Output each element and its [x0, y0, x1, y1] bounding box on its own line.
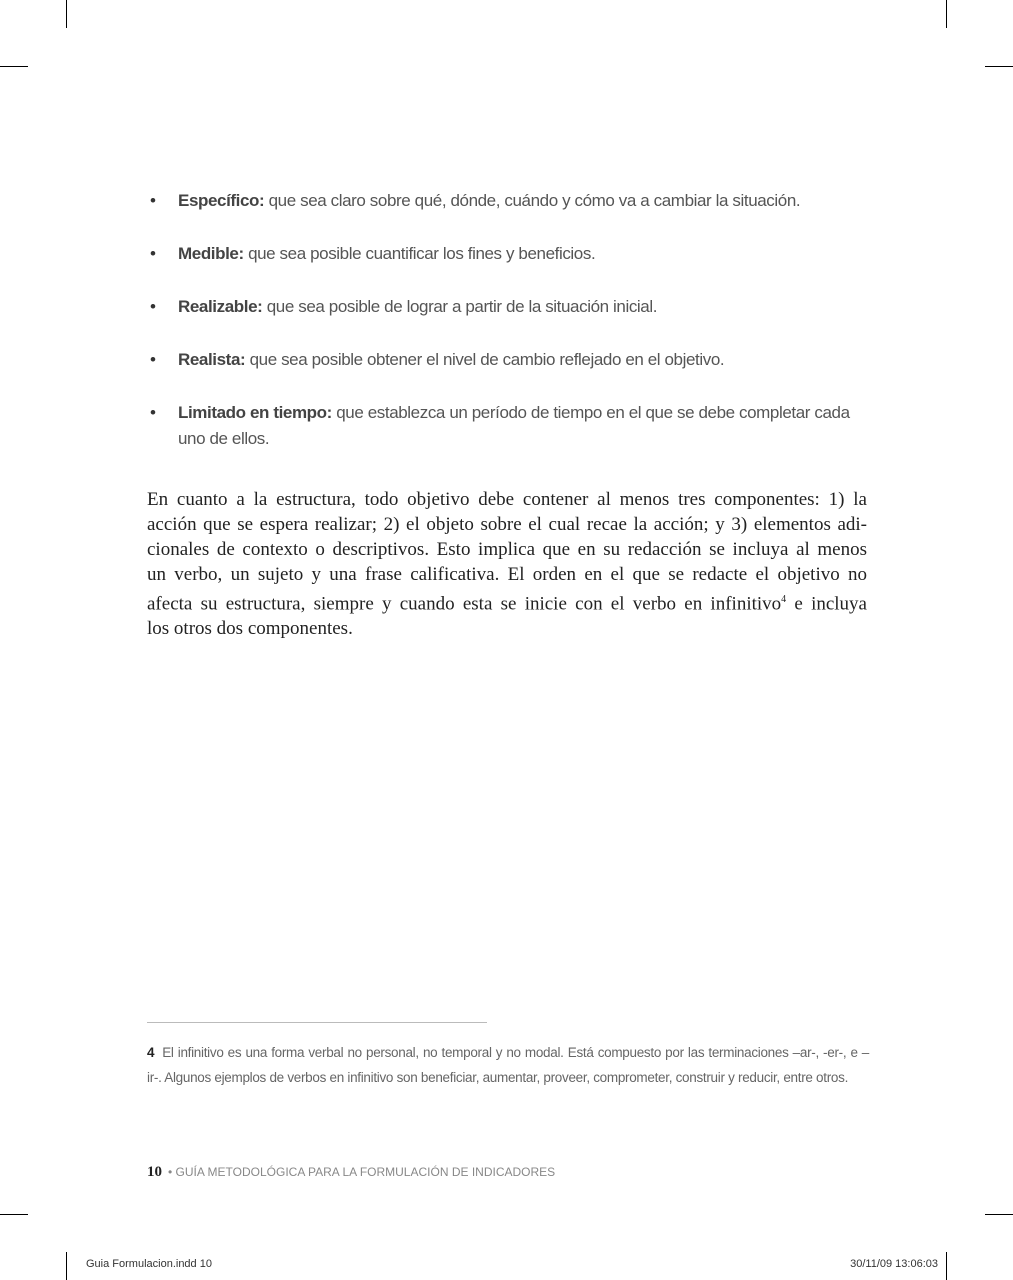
bullet-icon: •: [150, 350, 156, 369]
term: Medible:: [178, 244, 244, 263]
crop-mark: [985, 66, 1013, 67]
term: Específico:: [178, 191, 265, 210]
paragraph-line: acción que se espera realizar; 2) el objeto sobre el cual recae la acción; y 3) elementos adi-: [147, 514, 867, 535]
paragraph-line: [147, 587, 867, 616]
crop-mark: [66, 1252, 67, 1280]
list-item: [150, 347, 850, 373]
footnote-ref[interactable]: 4: [781, 594, 787, 605]
paragraph-line: un verbo, un sujeto y una frase calificativa. El orden en el que se redacte el objetivo no: [147, 564, 867, 585]
bullet-icon: •: [150, 297, 156, 316]
list-item: [150, 241, 850, 267]
crop-mark: [946, 1252, 947, 1280]
criteria-list: [150, 188, 850, 479]
term: Limitado en tiempo:: [178, 403, 332, 422]
paragraph-line: cionales de contexto o descriptivos. Esto implica que en su redacción se incluya al menos: [147, 539, 867, 560]
crop-mark: [66, 0, 67, 28]
footnote-text: El infinitivo es una forma verbal no personal, no temporal y no modal. Está compuesto por las terminaciones –ar-, -er-, e –ir-. Algunos ejemplos de verbos en infinitivo son beneficiar, aumentar, proveer, comprometer, construir y reducir, entre otros.: [147, 1045, 869, 1085]
definition: que sea posible obtener el nivel de cambio reflejado en el objetivo.: [245, 350, 725, 369]
slug-file: Guia Formulacion.indd 10: [86, 1258, 212, 1270]
bullet-icon: •: [150, 191, 156, 210]
crop-mark: [0, 1214, 28, 1215]
bullet-icon: •: [150, 244, 156, 263]
term: Realista:: [178, 350, 246, 369]
definition: que sea claro sobre qué, dónde, cuándo y cómo va a cambiar la situación.: [264, 191, 801, 210]
slug-date: 30/11/09 13:06:03: [850, 1258, 938, 1270]
crop-mark: [985, 1214, 1013, 1215]
text: afecta su estructura, siempre y cuando esta se inicie con el verbo en infinitivo: [147, 593, 782, 615]
list-item: [150, 400, 850, 452]
list-item: [150, 294, 850, 320]
list-item: [150, 188, 850, 214]
footnote-divider: [147, 1022, 487, 1023]
paragraph-line: los otros dos componentes.: [147, 618, 353, 640]
paragraph-line: En cuanto a la estructura, todo objetivo debe contener al menos tres componentes: 1) la: [147, 489, 867, 510]
footnote: [147, 1041, 869, 1090]
running-title: • GUÍA METODOLÓGICA PARA LA FORMULACIÓN DE INDICADORES: [168, 1165, 556, 1179]
bullet-icon: •: [150, 403, 156, 422]
crop-mark: [0, 66, 28, 67]
definition: que sea posible cuantificar los fines y beneficios.: [243, 244, 596, 263]
body-paragraph: [147, 487, 867, 641]
definition: que sea posible de lograr a partir de la situación inicial.: [262, 297, 658, 316]
page-footer: [147, 1164, 555, 1181]
text: e incluya: [786, 593, 867, 615]
definition: que establezca un período de tiempo en el que se debe completar cada uno de ellos.: [178, 403, 850, 448]
footnote-number: 4: [147, 1045, 155, 1060]
crop-mark: [946, 0, 947, 28]
term: Realizable:: [178, 297, 263, 316]
page-number: 10: [147, 1164, 162, 1180]
